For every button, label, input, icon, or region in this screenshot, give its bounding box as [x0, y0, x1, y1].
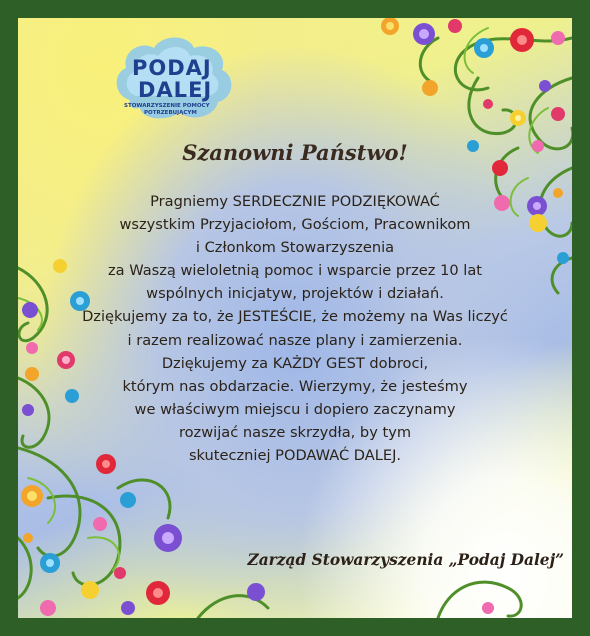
message-line: i razem realizować nasze plany i zamierzenia. — [127, 331, 463, 349]
message-line: we właściwym miejscu i dopiero zaczynamy — [134, 400, 456, 418]
logo-subtitle-2: POTRZEBUJĄCYM — [144, 110, 197, 116]
signature: Zarząd Stowarzyszenia „Podaj Dalej” — [247, 551, 564, 569]
logo-word-1: PODAJ — [132, 56, 212, 80]
message-line: skuteczniej PODAWAĆ DALEJ. — [188, 447, 402, 465]
greeting-heading: Szanowni Państwo! — [182, 140, 408, 165]
logo-word-2: DALEJ — [138, 78, 213, 102]
message-line: wspólnych inicjatyw, projektów i działań. — [146, 285, 444, 303]
message-line: Dziękujemy za to, że JESTEŚCIE, że możemy na Was liczyć — [82, 308, 508, 326]
podaj-dalej-logo — [110, 30, 236, 122]
message-line: Pragniemy SERDECZNIE PODZIĘKOWAĆ — [150, 193, 440, 210]
message-line: którym nas obdarzacie. Wierzymy, że jesteśmy — [122, 377, 468, 395]
message-body — [18, 190, 572, 467]
message-line: wszystkim Przyjaciołom, Gościom, Pracownikom — [119, 216, 471, 234]
message-line: i Członkom Stowarzyszenia — [195, 239, 395, 257]
message-line: Dziękujemy za KAŻDY GEST dobroci, — [161, 354, 429, 372]
logo-subtitle-1: STOWARZYSZENIE POMOCY — [124, 103, 210, 109]
message-line: rozwijać nasze skrzydła, by tym — [178, 423, 412, 441]
thank-you-card — [18, 18, 572, 618]
message-line: za Waszą wieloletnią pomoc i wsparcie przez 10 lat — [107, 262, 483, 280]
